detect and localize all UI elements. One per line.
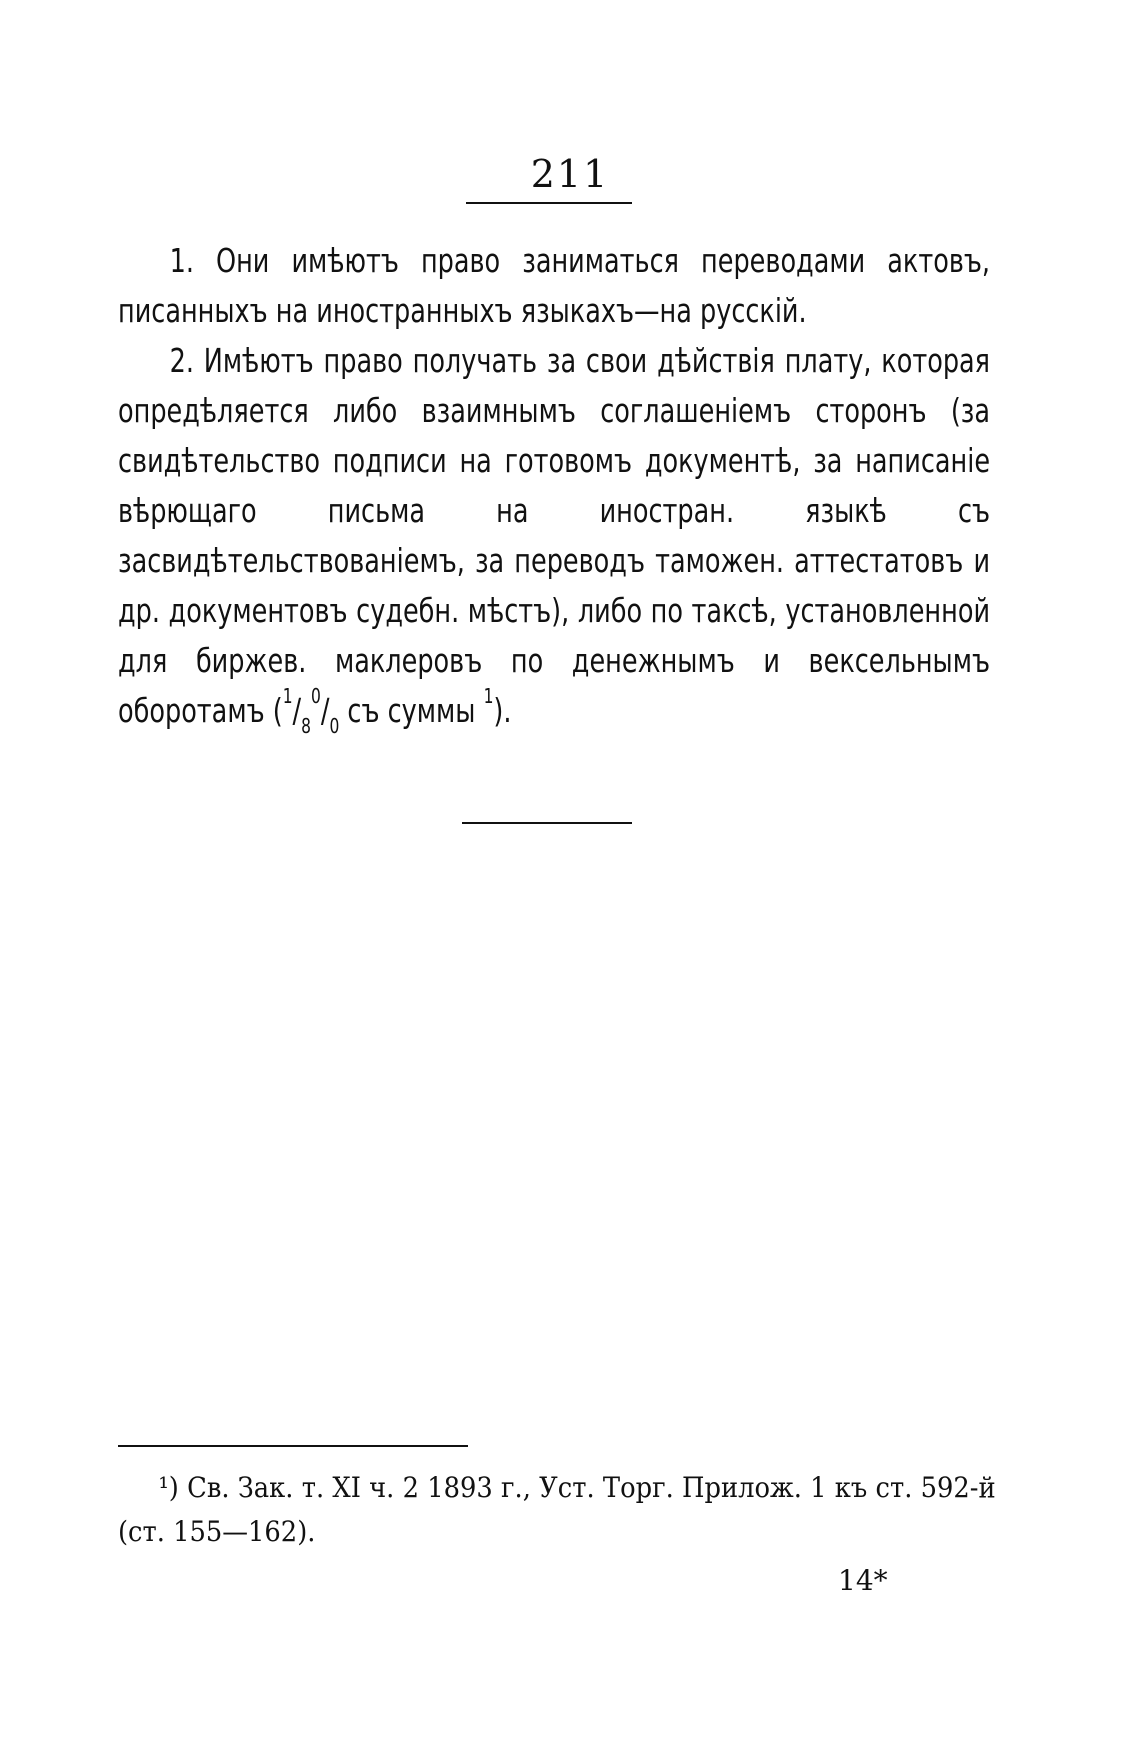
- footnote-reference: 1: [483, 684, 494, 708]
- paragraph-1: 1. Они имѣютъ право заниматься переводами актовъ, писанныхъ на иностранныхъ языкахъ—на русскій.: [118, 241, 991, 330]
- percent-sign-slash: /: [320, 691, 330, 730]
- signature-mark: 14*: [838, 1564, 888, 1597]
- paragraph-2-tail: съ суммы: [339, 691, 484, 730]
- paragraph-2: [118, 336, 990, 736]
- footnote: [118, 1466, 996, 1554]
- fraction-slash: /: [292, 691, 302, 730]
- section-divider: [462, 822, 632, 824]
- main-text: [118, 236, 990, 736]
- footnote-text: Св. Зак. т. XI ч. 2 1893 г., Уст. Торг. Прилож. 1 къ ст. 592-й (ст. 155—162).: [118, 1471, 996, 1548]
- footnote-1: [118, 1466, 996, 1554]
- paragraph-2-text: 2. Имѣютъ право получать за свои дѣйствія плату, которая опредѣляется либо взаимнымъ соглашеніемъ сторонъ (за свидѣтельство подписи на готовомъ документѣ, за написаніе вѣрющаго письма на иностран. языкѣ съ засвидѣтельствованіемъ, за переводъ таможен. аттестатовъ и др. документовъ судебн. мѣстъ), либо по таксѣ, установленной для биржев. маклеровъ по денежнымъ и вексельнымъ оборотамъ (: [118, 341, 991, 730]
- footnote-rule: [118, 1445, 468, 1447]
- percent-sign-top: 0: [311, 684, 321, 708]
- footnote-marker: ¹): [158, 1471, 179, 1504]
- fraction-numerator: 1: [282, 684, 293, 708]
- header-rule: [466, 202, 632, 204]
- paragraph-2-end: ).: [493, 691, 512, 730]
- fraction-denominator: 8: [301, 714, 312, 738]
- page-number: 211: [530, 152, 610, 196]
- percent-sign-bottom: 0: [329, 714, 340, 738]
